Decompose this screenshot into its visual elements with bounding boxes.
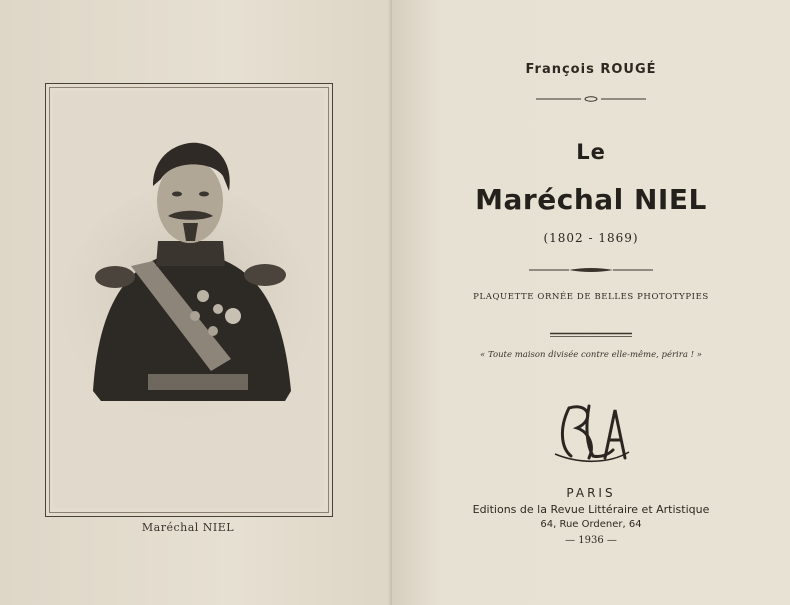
imprint-year: — 1936 — bbox=[565, 535, 617, 546]
ornament-rule-1 bbox=[392, 88, 790, 107]
publisher-monogram bbox=[392, 398, 790, 470]
left-page bbox=[0, 0, 392, 605]
epigraph: « Toute maison divisée contre elle-même, périra ! » bbox=[480, 350, 702, 360]
portrait-plate-frame bbox=[45, 83, 333, 517]
life-dates: (1802 - 1869) bbox=[543, 231, 639, 245]
title-article: Le bbox=[576, 140, 606, 164]
double-rule bbox=[392, 323, 790, 342]
title-page bbox=[392, 0, 790, 605]
monogram-text: RLA bbox=[591, 464, 594, 465]
book-title: Maréchal NIEL bbox=[475, 183, 707, 216]
ornament-rule-2 bbox=[392, 259, 790, 278]
portrait-caption: Maréchal NIEL bbox=[141, 521, 235, 534]
author-name: François ROUGÉ bbox=[525, 62, 657, 77]
imprint-address: 64, Rue Ordener, 64 bbox=[540, 519, 642, 530]
imprint-publisher: Editions de la Revue Littéraire et Artistique bbox=[472, 503, 710, 516]
book-subtitle: PLAQUETTE ORNÉE DE BELLES PHOTOTYPIES bbox=[473, 292, 709, 302]
imprint-city: PARIS bbox=[566, 486, 616, 500]
portrait-engraving bbox=[53, 91, 324, 508]
